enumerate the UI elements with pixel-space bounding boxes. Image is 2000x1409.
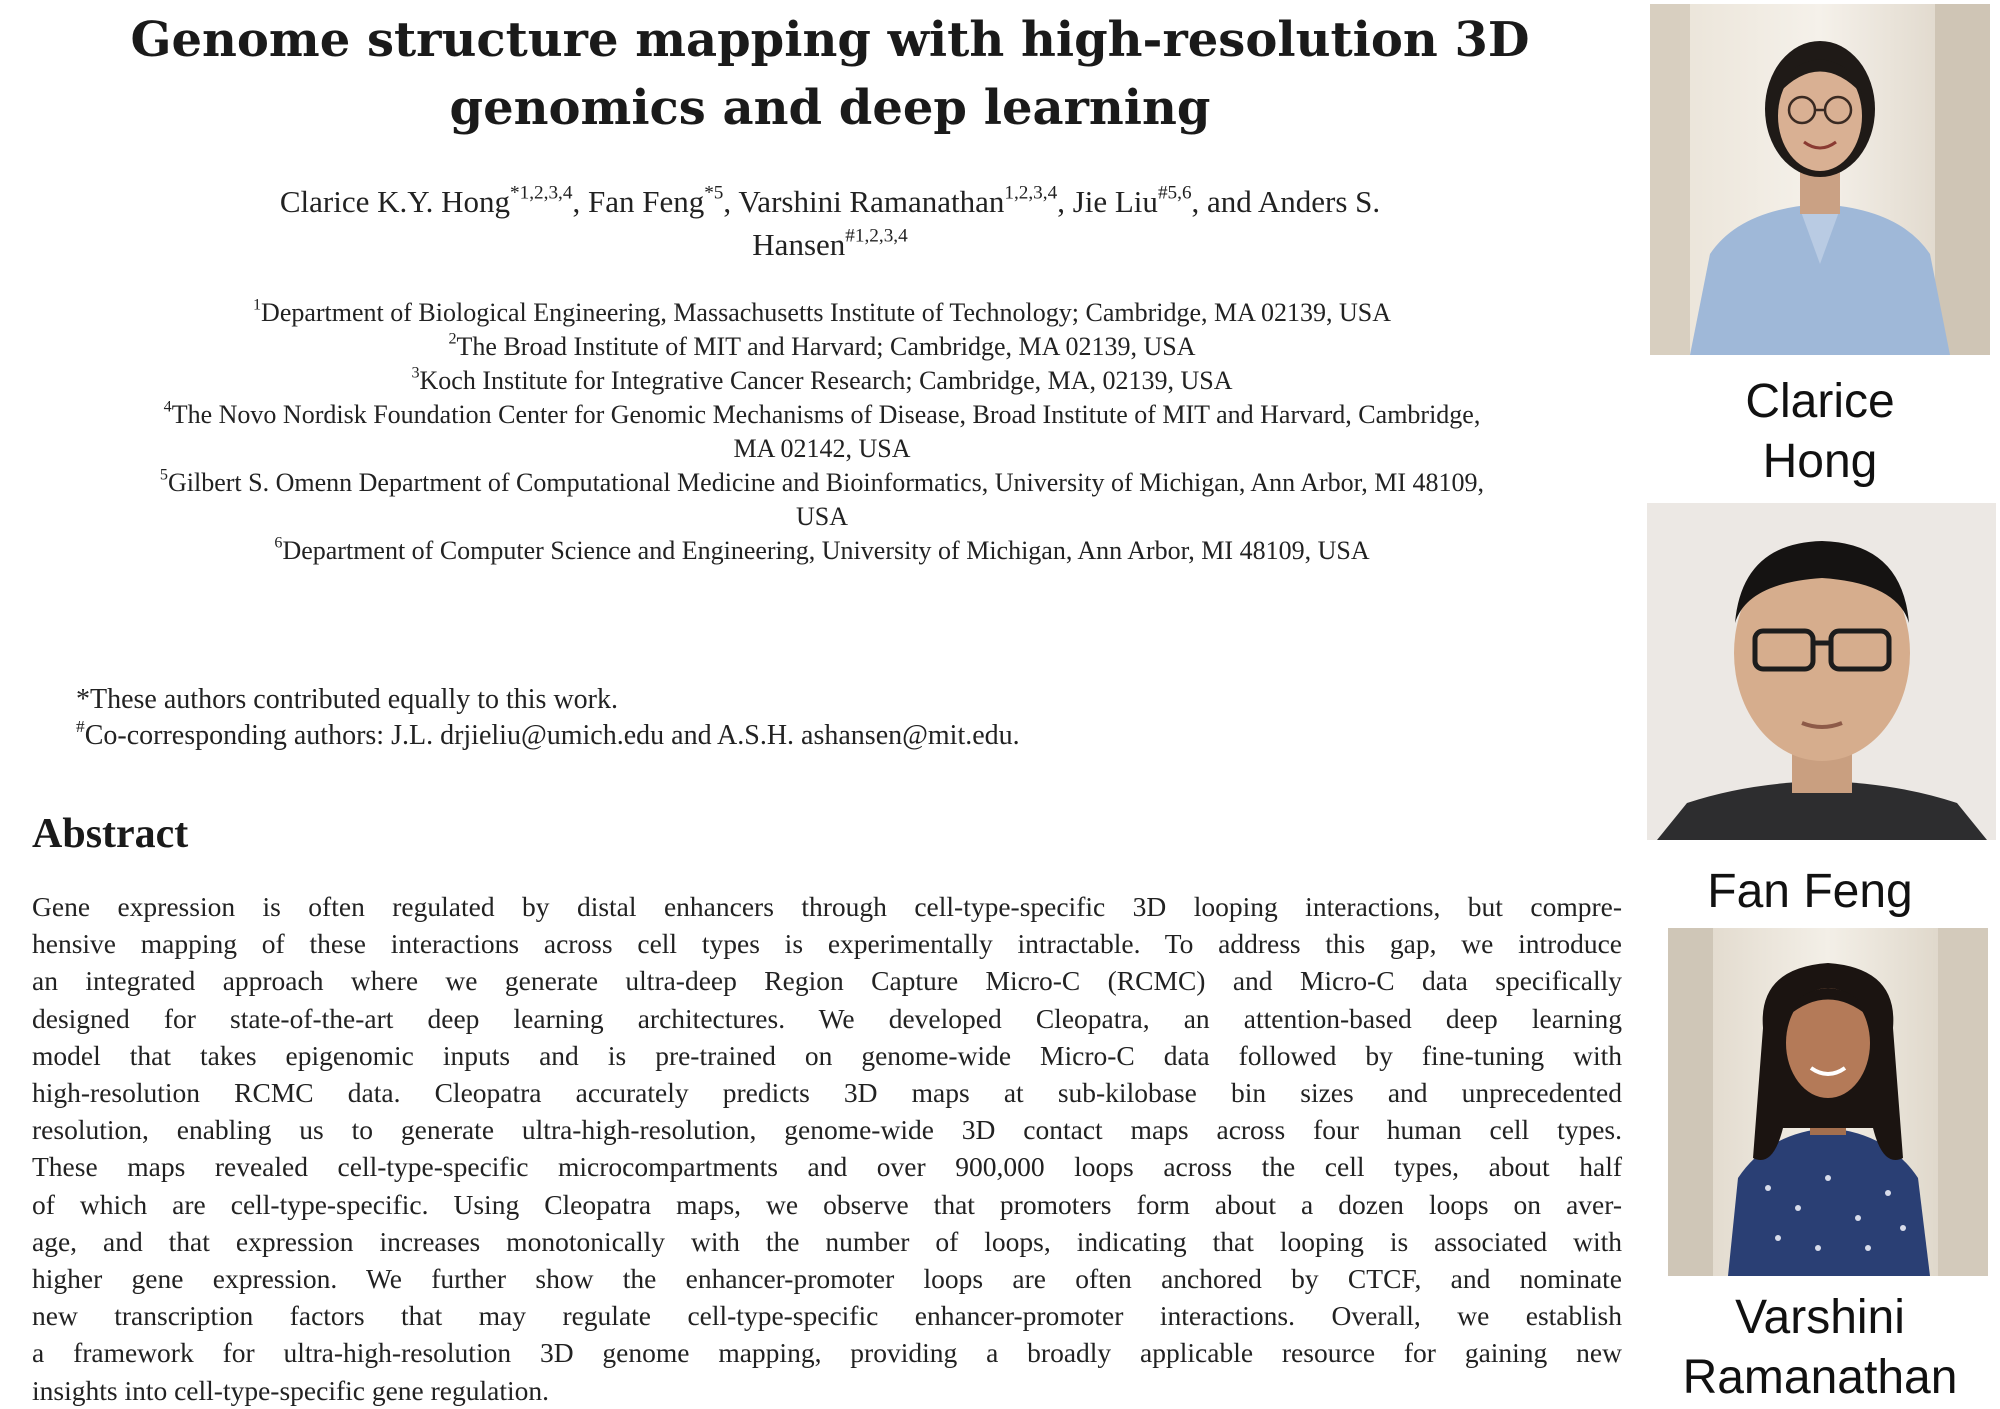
note-mark: # <box>76 716 85 736</box>
portrait-photo-illustration <box>1668 928 1988 1276</box>
affiliation-line <box>24 398 1620 432</box>
affiliation-number: 1 <box>252 296 262 314</box>
corresponding-authors-note <box>76 718 1576 754</box>
author-affiliation-marks: #1,2,3,4 <box>845 225 908 247</box>
affiliation-number: 2 <box>448 330 457 348</box>
author-separator: , <box>1057 184 1073 219</box>
affiliation-line <box>24 466 1620 500</box>
affiliation-text: Department of Computer Science and Engineering, University of Michigan, Ann Arbor, MI 48109, USA <box>282 536 1370 565</box>
abstract-line: higher gene expression. We further show the enhancer-promoter loops are often anchored by CTCF, and nominate <box>32 1263 1622 1295</box>
portrait-photo-illustration <box>1647 503 1996 840</box>
affiliation-number: 5 <box>159 466 168 484</box>
affiliation-line <box>24 534 1620 568</box>
abstract-line: designed for state-of-the-art deep learning architectures. We developed Cleopatra, an attention-based deep learning <box>32 1002 1622 1034</box>
abstract-line: These maps revealed cell-type-specific microcompartments and over 900,000 loops across the cell types, about half <box>32 1151 1622 1183</box>
affiliation-number: 6 <box>274 534 283 552</box>
portrait-caption <box>1620 862 2000 922</box>
caption-line: Ramanathan <box>1682 1351 1958 1404</box>
affiliation-number: 4 <box>163 398 172 416</box>
caption-line: Fan Feng <box>1707 865 1913 918</box>
affiliation-text: The Broad Institute of MIT and Harvard; Cambridge, MA 02139, USA <box>456 332 1196 361</box>
abstract-line: new transcription factors that may regulate cell-type-specific enhancer-promoter interactions. Overall, we establish <box>32 1300 1622 1332</box>
portrait-photo-illustration <box>1650 4 1990 355</box>
portrait-caption <box>1640 372 2000 492</box>
author-affiliation-marks: *5 <box>704 182 724 204</box>
caption-line: Hong <box>1762 435 1878 488</box>
author-separator: , <box>572 184 588 219</box>
portrait-photo <box>1647 503 1996 840</box>
author-list <box>40 180 1620 266</box>
portrait-photo <box>1650 4 1990 355</box>
abstract-line: resolution, enabling us to generate ultra-high-resolution, genome-wide 3D contact maps across four human cell types. <box>32 1114 1622 1146</box>
author-line <box>40 223 1620 266</box>
affiliation-list <box>24 296 1620 568</box>
abstract-line: of which are cell-type-specific. Using Cleopatra maps, we observe that promoters form about a dozen loops on aver- <box>32 1188 1622 1220</box>
author-affiliation-marks: 1,2,3,4 <box>1004 182 1058 204</box>
title-line: Genome structure mapping with high-resolution 3D <box>130 12 1530 68</box>
affiliation-number: 3 <box>411 364 420 382</box>
abstract-line: an integrated approach where we generate ultra-deep Region Capture Micro-C (RCMC) and Micro-C data specifically <box>32 965 1622 997</box>
affiliation-line <box>24 296 1620 330</box>
abstract-line: Gene expression is often regulated by distal enhancers through cell-type-specific 3D looping interactions, but compre- <box>32 891 1622 922</box>
abstract-line: model that takes epigenomic inputs and is pre-trained on genome-wide Micro-C data followed by fine-tuning with <box>32 1039 1622 1071</box>
affiliation-line <box>24 330 1620 364</box>
title-line: genomics and deep learning <box>449 80 1211 136</box>
abstract-heading: Abstract <box>32 811 189 857</box>
abstract-line: hensive mapping of these interactions across cell types is experimentally intractable. To address this gap, we introduce <box>32 928 1622 960</box>
abstract-line: age, and that expression increases monotonically with the number of loops, indicating that looping is associated with <box>32 1225 1622 1257</box>
affiliation-line <box>24 432 1620 466</box>
affiliation-line <box>24 364 1620 398</box>
abstract-line: high-resolution RCMC data. Cleopatra accurately predicts 3D maps at sub-kilobase bin sizes and unprecedented <box>32 1077 1622 1109</box>
paper-title <box>80 6 1580 142</box>
author-name: Clarice K.Y. Hong <box>279 184 511 219</box>
author-portraits-panel <box>1640 0 2000 1409</box>
equal-contribution-note <box>76 682 1576 718</box>
portrait-caption <box>1640 1288 2000 1408</box>
affiliation-text: Koch Institute for Integrative Cancer Research; Cambridge, MA, 02139, USA <box>419 366 1233 395</box>
note-text: These authors contributed equally to this work. <box>90 684 618 715</box>
note-text: Co-corresponding authors: J.L. drjieliu@umich.edu and A.S.H. ashansen@mit.edu. <box>84 720 1020 751</box>
author-name: Jie Liu <box>1072 184 1158 219</box>
affiliation-text: Gilbert S. Omenn Department of Computational Medicine and Bioinformatics, University of Michigan, Ann Arbor, MI 48109, <box>167 468 1485 497</box>
author-name: Hansen <box>752 227 846 262</box>
note-mark: * <box>76 684 90 715</box>
author-affiliation-marks: #5,6 <box>1157 182 1192 204</box>
affiliation-text: USA <box>795 502 848 531</box>
author-separator: , and <box>1191 184 1258 219</box>
abstract-body <box>32 888 1622 1409</box>
caption-line: Clarice <box>1745 375 1895 428</box>
author-name: Anders S. <box>1257 184 1381 219</box>
author-notes <box>76 682 1576 754</box>
author-line <box>40 180 1620 223</box>
abstract-line: a framework for ultra-high-resolution 3D genome mapping, providing a broadly applicable resource for gaining new <box>32 1337 1622 1369</box>
affiliation-text: MA 02142, USA <box>733 434 911 463</box>
portrait-photo <box>1668 928 1988 1276</box>
affiliation-text: The Novo Nordisk Foundation Center for Genomic Mechanisms of Disease, Broad Institute of MIT and Harvard, Cambridge, <box>171 400 1481 429</box>
caption-line: Varshini <box>1735 1291 1905 1344</box>
author-separator: , <box>723 184 739 219</box>
author-name: Fan Feng <box>587 184 705 219</box>
author-name: Varshini Ramanathan <box>738 184 1005 219</box>
abstract-line: insights into cell-type-specific gene regulation. <box>32 1374 549 1406</box>
affiliation-text: Department of Biological Engineering, Massachusetts Institute of Technology; Cambridge, MA 02139, USA <box>261 298 1392 327</box>
affiliation-line <box>24 500 1620 534</box>
author-affiliation-marks: *1,2,3,4 <box>510 182 573 204</box>
